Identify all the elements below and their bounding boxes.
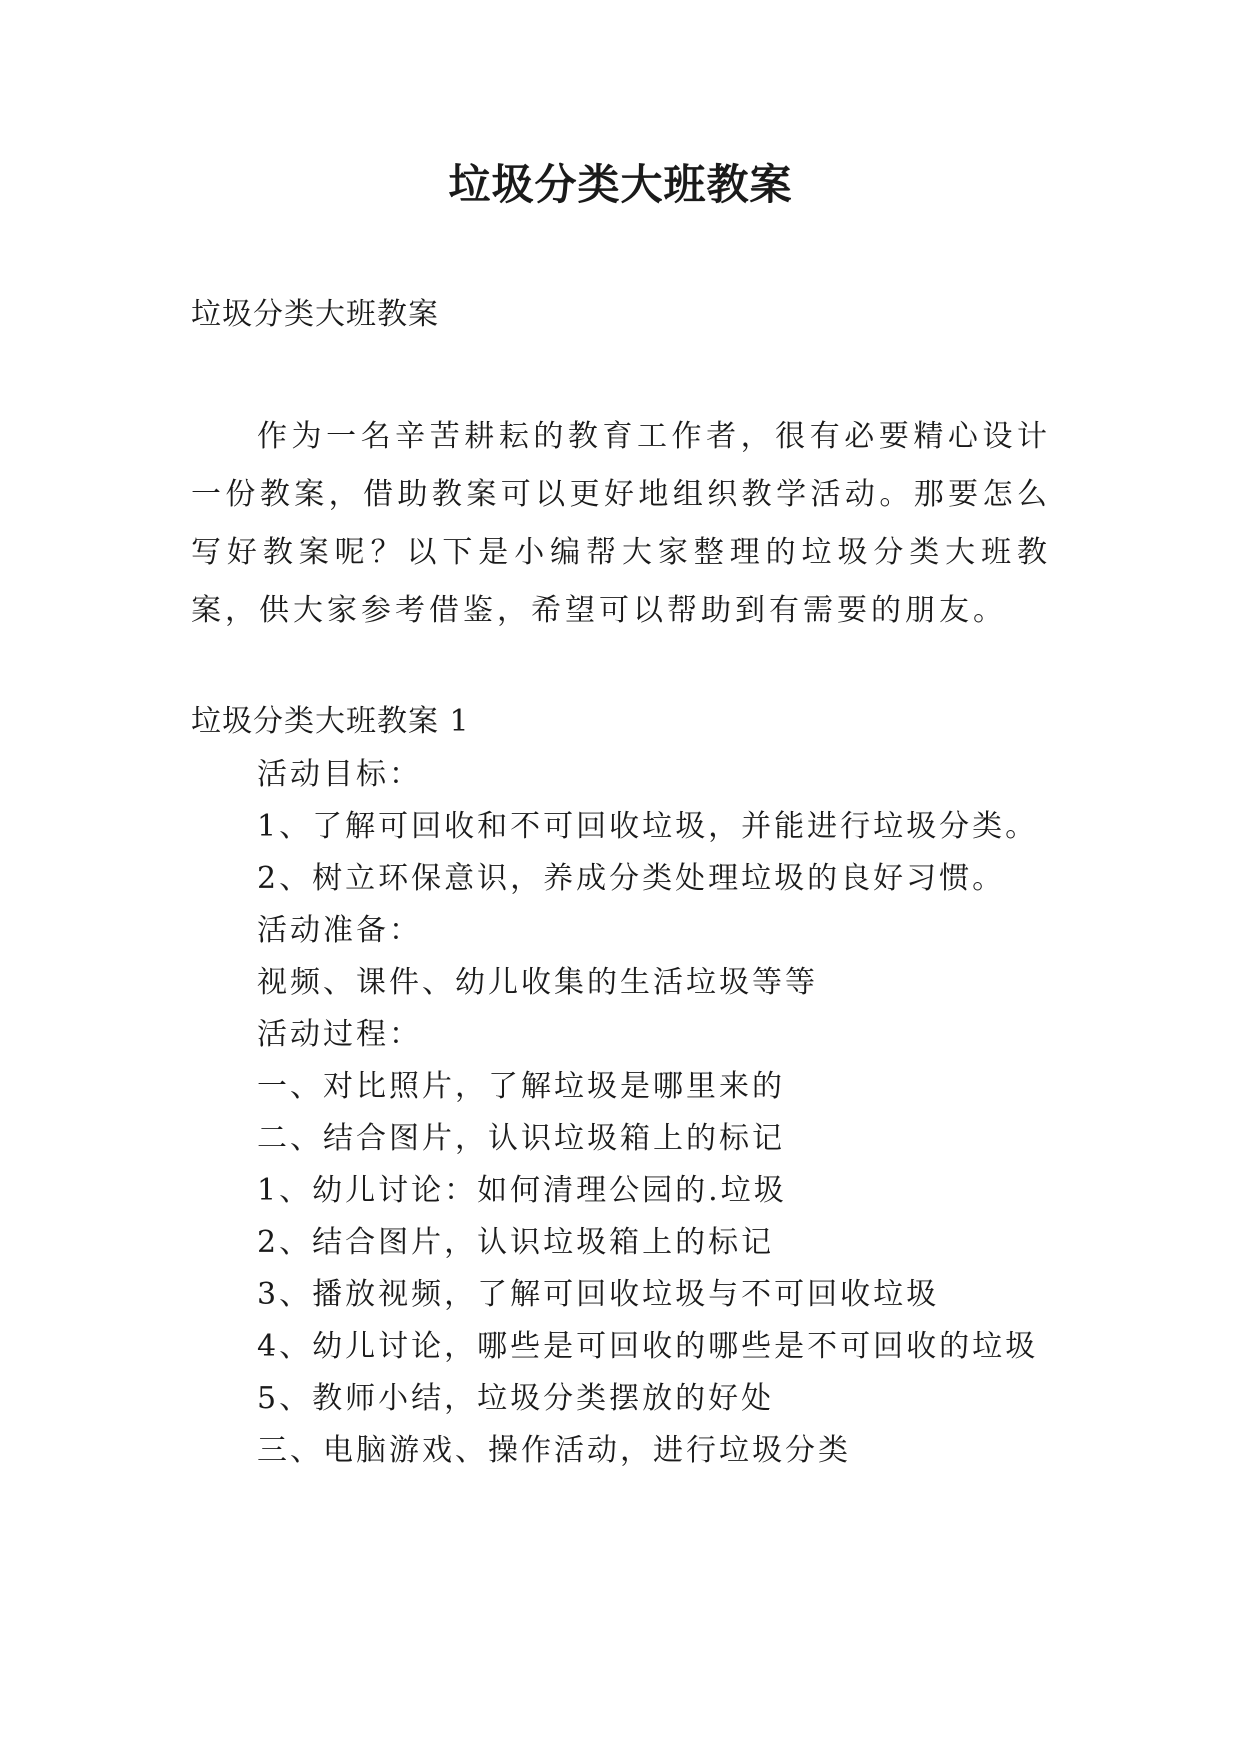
list-item: 三、电脑游戏、操作活动，进行垃圾分类	[257, 1433, 851, 1468]
document-subtitle: 垃圾分类大班教案	[191, 297, 439, 332]
activity-goals-label: 活动目标：	[257, 757, 422, 792]
intro-paragraph: 作为一名辛苦耕耘的教育工作者，很有必要精心设计一份教案，借助教案可以更好地组织教学活动。那要怎么写好教案呢？以下是小编帮大家整理的垃圾分类大班教案，供大家参考借鉴，希望可以帮助到有需要的朋友。	[191, 419, 1051, 628]
list-item: 2、结合图片，认识垃圾箱上的标记	[257, 1225, 775, 1260]
list-item: 1、了解可回收和不可回收垃圾，并能进行垃圾分类。	[257, 809, 1039, 844]
list-item: 一、对比照片，了解垃圾是哪里来的	[257, 1069, 785, 1104]
list-item: 2、树立环保意识，养成分类处理垃圾的良好习惯。	[257, 861, 1006, 896]
list-item: 视频、课件、幼儿收集的生活垃圾等等	[257, 965, 818, 1000]
list-item: 5、教师小结，垃圾分类摆放的好处	[257, 1381, 775, 1416]
list-item: 1、幼儿讨论：如何清理公园的.垃圾	[257, 1173, 787, 1208]
list-item: 3、播放视频，了解可回收垃圾与不可回收垃圾	[257, 1277, 940, 1312]
list-item: 4、幼儿讨论，哪些是可回收的哪些是不可回收的垃圾	[257, 1329, 1039, 1364]
activity-prep-label: 活动准备：	[257, 913, 422, 948]
list-item: 二、结合图片，认识垃圾箱上的标记	[257, 1121, 785, 1156]
document-title: 垃圾分类大班教案	[448, 160, 793, 209]
section-heading: 垃圾分类大班教案 1	[191, 704, 470, 739]
activity-process-label: 活动过程：	[257, 1017, 422, 1052]
